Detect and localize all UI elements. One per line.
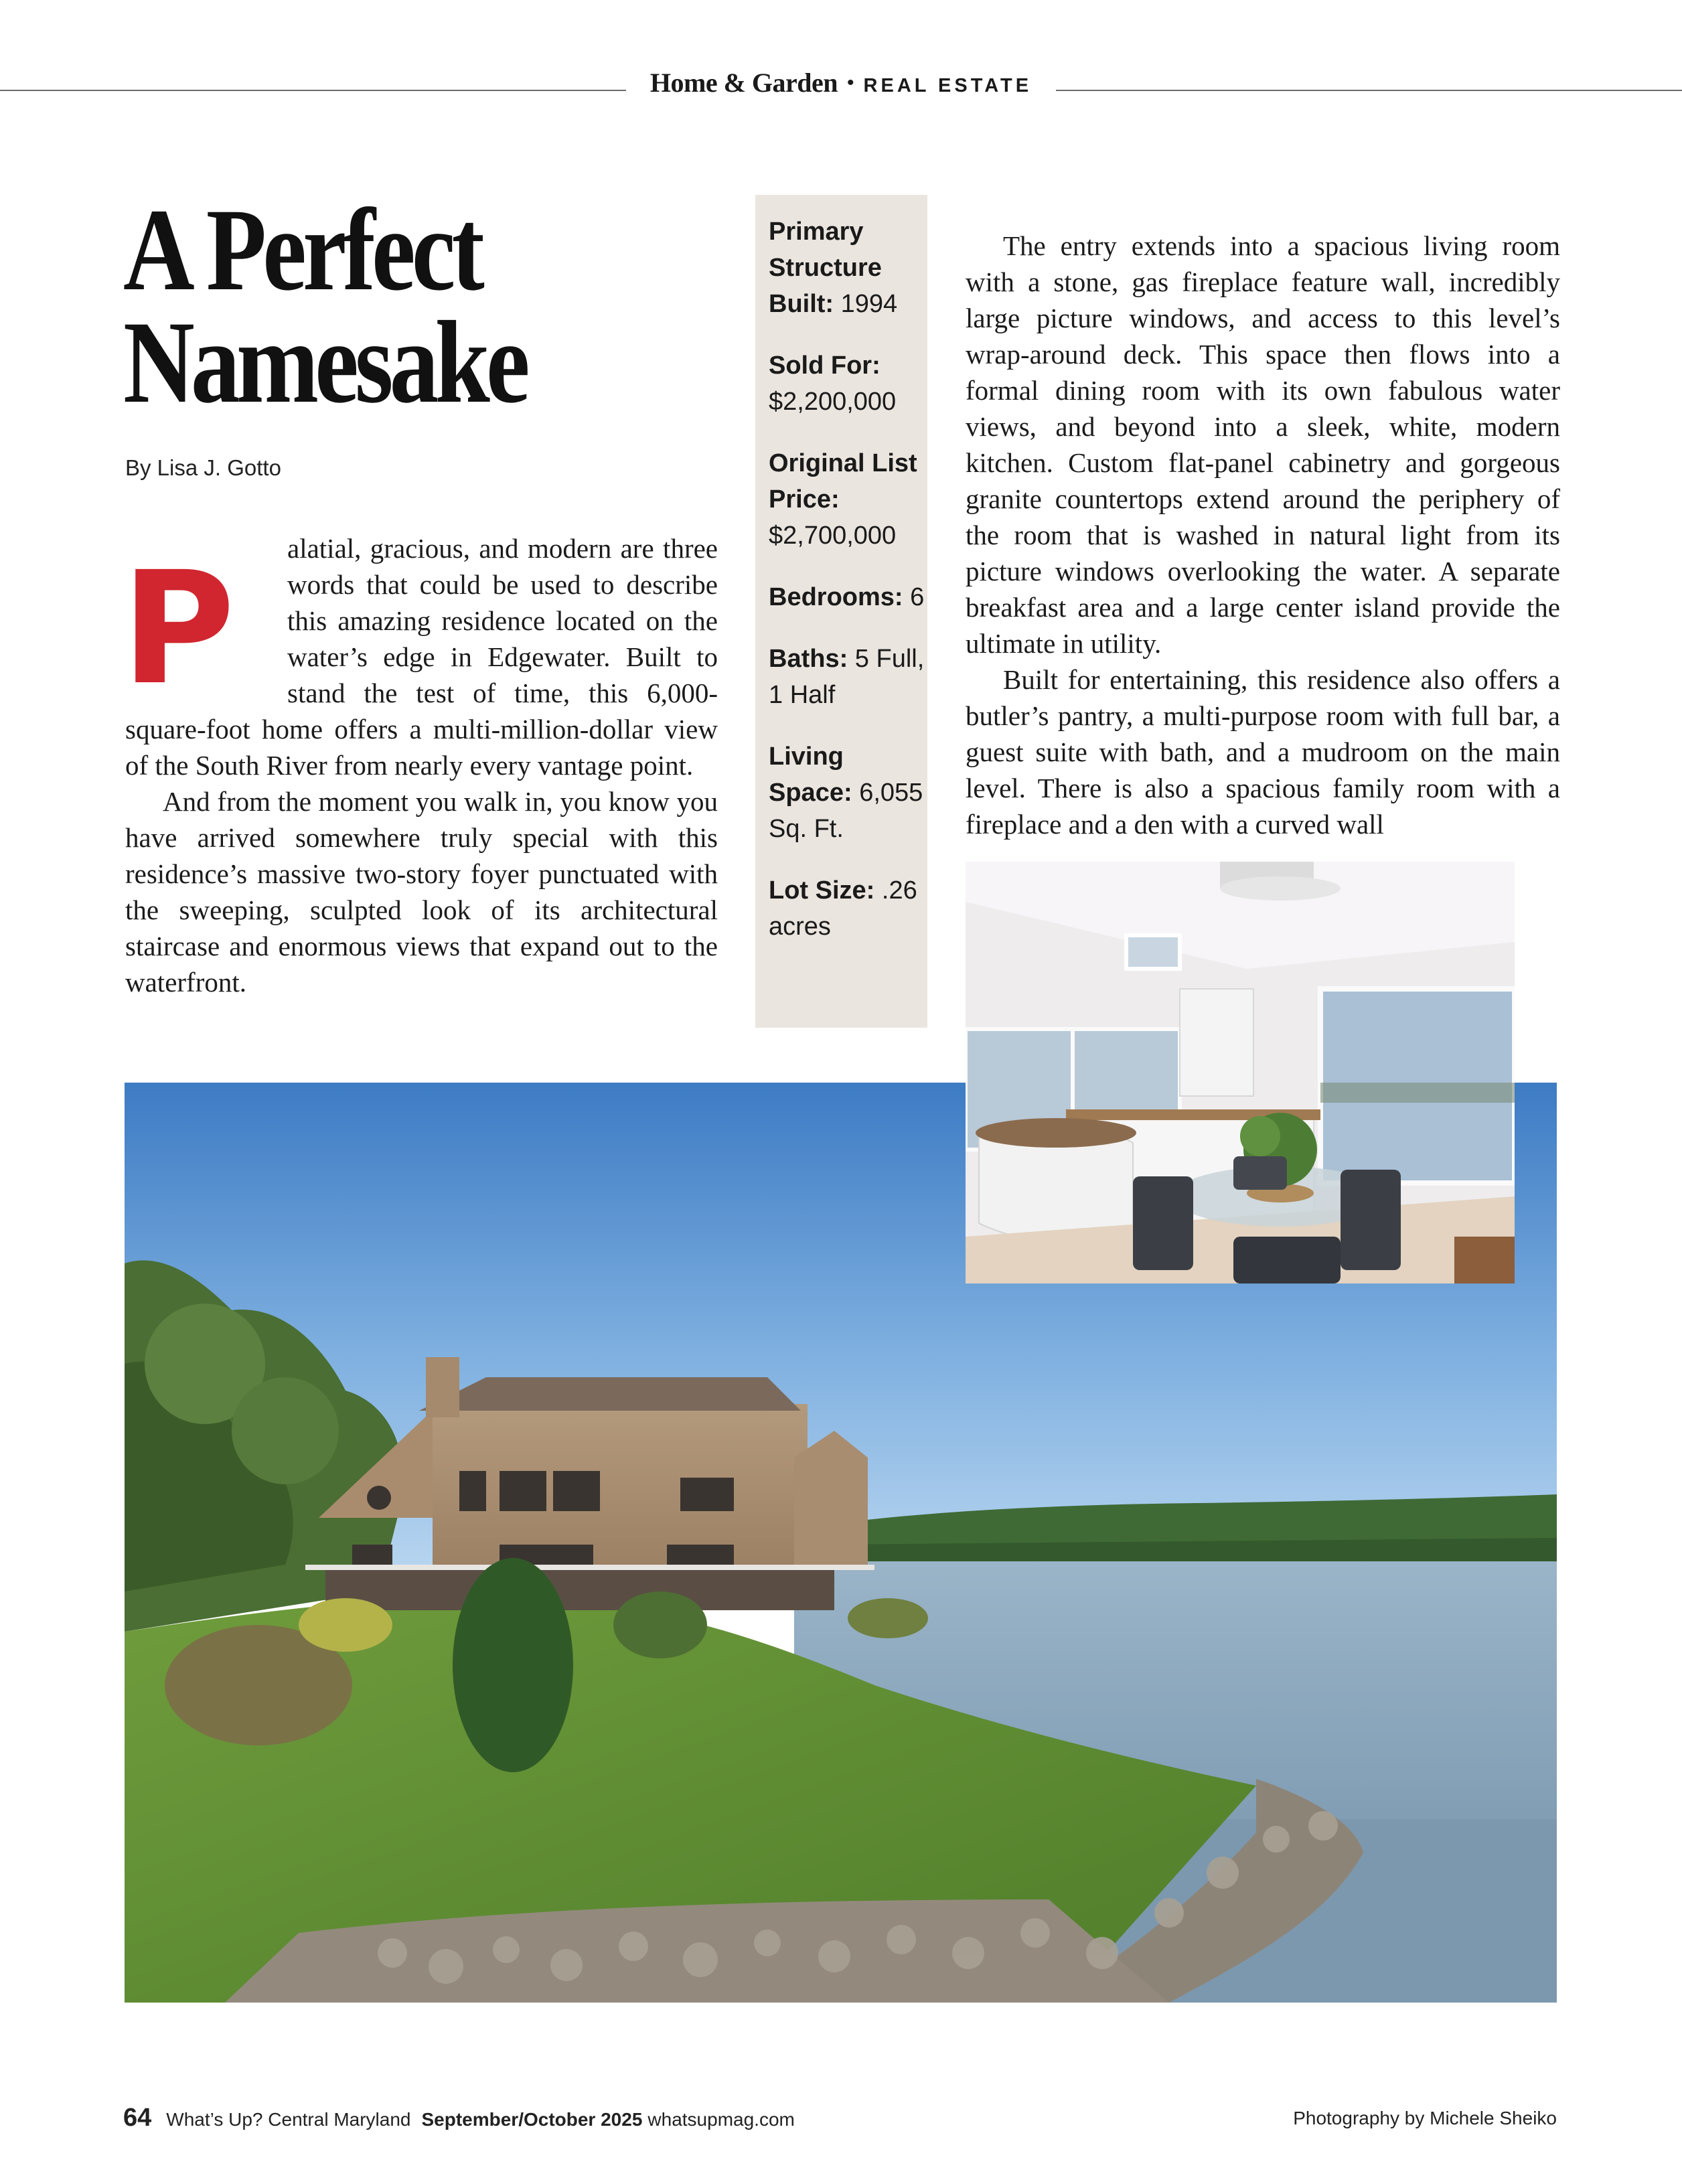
- fact-baths: [769, 641, 927, 713]
- header-separator: •: [847, 72, 854, 94]
- subsection-label: REAL ESTATE: [863, 75, 1033, 96]
- fact-value: $2,200,000: [769, 388, 897, 416]
- page-number: 64: [123, 2104, 152, 2132]
- paragraph-text: alatial, gracious, and modern are three words that could be used to describe this amazing residence located on the water’s edge in Edgewater. Built to stand the test of time, this 6,000-square-foot home offers a multi-million-dollar view of the South River from nearly every vantage point.: [125, 533, 718, 781]
- paragraph: The entry extends into a spacious living room with a stone, gas fireplace feature wall, incredibly large picture windows, and access to this level’s wrap-around deck. This space then flows into a formal dining room with its own fabulous water views, and beyond into a sleek, white, modern kitchen. Custom flat-panel cabinetry and gorgeous granite countertops extend around the periphery of the room that is washed in natural light from its picture windows overlooking the water. A separate breakfast area and a large center island provide the ultimate in utility.: [966, 230, 1560, 659]
- fact-label: Sold For:: [769, 352, 881, 380]
- fact-label: Baths:: [769, 645, 848, 673]
- issue-date: September/October 2025: [421, 2109, 643, 2130]
- magazine-section: Home & Garden: [649, 68, 838, 98]
- fact-value: 6: [910, 583, 925, 611]
- title-line-2: Namesake: [123, 297, 526, 428]
- fact-lot-size: [769, 872, 927, 945]
- paragraph: [121, 530, 718, 783]
- paragraph: And from the moment you walk in, you know you have arrived somewhere truly special with this residence’s massive two-story foyer punctuated with the sweeping, sculpted look of its architectural staircase and enormous views that expand out to the waterfront.: [125, 786, 718, 998]
- fact-label: Living Space:: [769, 743, 852, 807]
- fact-label: Bedrooms:: [769, 583, 903, 611]
- photo-credit: Photography by Michele Sheiko: [1293, 2108, 1557, 2128]
- fact-value: .26 acres: [769, 876, 917, 941]
- website-link[interactable]: whatsupmag.com: [647, 2109, 795, 2130]
- paragraph: Built for entertaining, this residence also offers a butler’s pantry, a multi-purpose room with full bar, a guest suite with bath, and a mudroom on the main level. There is also a spacious family room with a fireplace and a den with a curved wall: [966, 664, 1560, 840]
- fact-label: Lot Size:: [769, 876, 875, 905]
- drop-cap: P: [121, 538, 236, 719]
- fact-value: 5 Full, 1 Half: [769, 645, 925, 709]
- fact-label: Original List Price:: [769, 449, 917, 514]
- fact-year-built: [769, 214, 927, 322]
- title-line-1: A Perfect: [123, 185, 481, 315]
- publication-name: What’s Up? Central Maryland: [166, 2109, 411, 2130]
- fact-list-price: [769, 445, 927, 554]
- fact-living-space: [769, 738, 927, 847]
- section-header: [0, 67, 1682, 98]
- fact-bedrooms: [769, 579, 927, 615]
- kitchen-dining-photo: [966, 862, 1515, 1283]
- fact-label: Primary Structure Built:: [769, 218, 882, 318]
- footer-publication-info: [123, 2104, 795, 2132]
- article-column-left: [121, 530, 718, 1000]
- article-title: [123, 185, 629, 428]
- property-facts-box: [755, 195, 927, 1028]
- article-column-right: [966, 228, 1560, 842]
- byline: By Lisa J. Gotto: [125, 455, 281, 480]
- fact-value: $2,700,000: [769, 522, 897, 550]
- fact-value: 1994: [840, 290, 898, 318]
- fact-sold-for: [769, 347, 927, 420]
- fact-value: 6,055 Sq. Ft.: [769, 779, 923, 843]
